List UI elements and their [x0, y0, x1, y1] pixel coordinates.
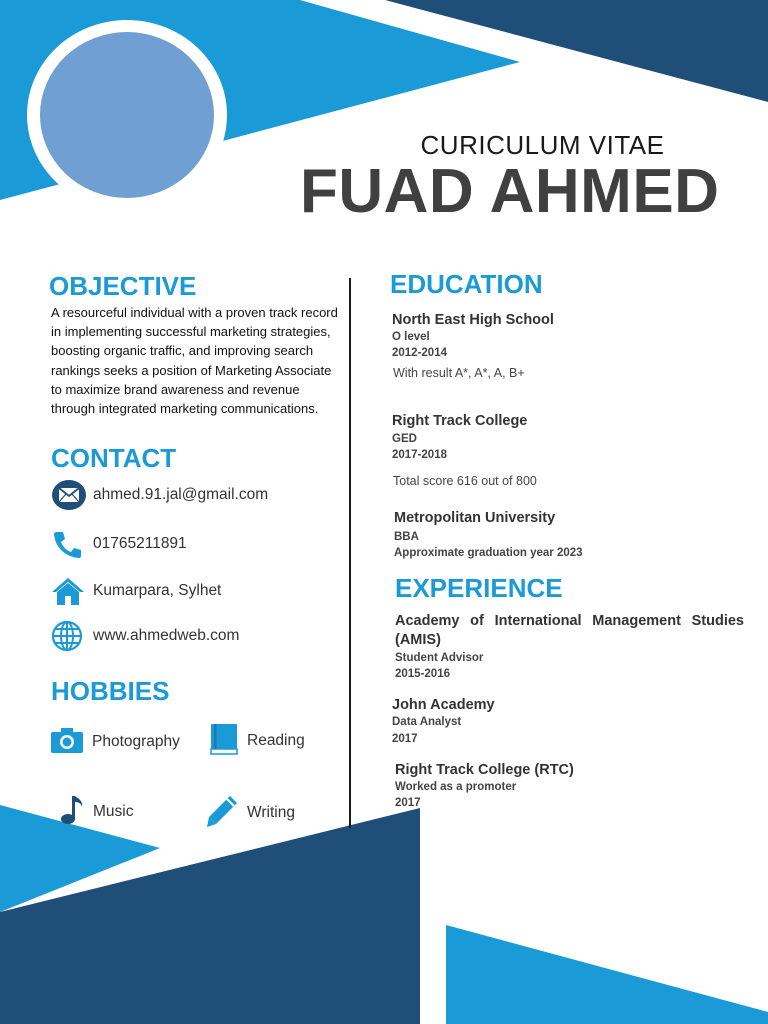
- address-text: Kumarpara, Sylhet: [93, 582, 222, 599]
- experience-org: Right Track College (RTC): [395, 762, 574, 778]
- education-heading: EDUCATION: [390, 269, 543, 299]
- education-note: With result A*, A*, A, B+: [393, 366, 525, 380]
- hobby-photography: [50, 725, 180, 759]
- experience-years: 2017: [395, 797, 421, 809]
- education-school: Metropolitan University: [394, 510, 556, 526]
- book-icon: [209, 722, 239, 761]
- experience-org: John Academy: [392, 697, 495, 713]
- globe-icon: [51, 619, 87, 653]
- education-degree: O level: [392, 331, 430, 343]
- contact-email: [51, 478, 268, 512]
- contact-phone: [51, 527, 187, 561]
- cv-title: CURICULUM VITAE: [420, 130, 665, 160]
- phone-text[interactable]: 01765211891: [93, 535, 187, 552]
- experience-role: Worked as a promoter: [395, 781, 517, 793]
- hobby-label: Writing: [247, 804, 295, 821]
- hobby-label: Reading: [247, 732, 305, 749]
- education-years: Approximate graduation year 2023: [394, 547, 583, 559]
- contact-website: [51, 619, 239, 653]
- pencil-icon: [205, 794, 239, 833]
- experience-heading: EXPERIENCE: [395, 573, 563, 603]
- hobby-label: Photography: [92, 733, 180, 750]
- hobbies-heading: HOBBIES: [51, 676, 170, 706]
- profile-photo: [40, 32, 214, 198]
- camera-icon: [50, 726, 84, 759]
- education-years: 2012-2014: [392, 347, 447, 359]
- education-degree: GED: [392, 433, 417, 445]
- phone-icon: [51, 527, 87, 561]
- music-note-icon: [59, 794, 85, 831]
- experience-org: Academy of International Management Studies (AMIS): [395, 613, 744, 648]
- education-years: 2017-2018: [392, 449, 447, 461]
- education-school: North East High School: [392, 312, 554, 328]
- bottom-right-blue-triangle: [446, 925, 768, 1024]
- objective-text: A resourceful individual with a proven track record in implementing successful marketing strategies, boosting organic traffic, and improving search rankings seeks a position of Marketing Associate to maximize brand awareness and revenue through integrated marketing communications.: [51, 305, 338, 417]
- experience-role: Student Advisor: [395, 652, 484, 664]
- website-text[interactable]: www.ahmedweb.com: [93, 627, 240, 644]
- hobby-label: Music: [93, 803, 134, 820]
- hobby-music: [59, 795, 133, 829]
- education-note: Total score 616 out of 800: [393, 474, 537, 488]
- education-degree: BBA: [394, 531, 419, 543]
- objective-heading: OBJECTIVE: [49, 271, 197, 301]
- experience-years: 2015-2016: [395, 668, 450, 680]
- experience-years: 2017: [392, 733, 418, 745]
- mail-icon: [51, 478, 87, 512]
- education-school: Right Track College: [392, 413, 528, 429]
- experience-role: Data Analyst: [392, 716, 462, 728]
- contact-heading: CONTACT: [51, 443, 177, 473]
- hobby-writing: [205, 796, 295, 830]
- home-icon: [51, 574, 87, 608]
- email-text[interactable]: ahmed.91.jal@gmail.com: [93, 486, 269, 503]
- column-divider: [349, 278, 351, 828]
- contact-address: [51, 574, 221, 608]
- hobby-reading: [209, 724, 305, 758]
- full-name: FUAD AHMED: [300, 157, 720, 226]
